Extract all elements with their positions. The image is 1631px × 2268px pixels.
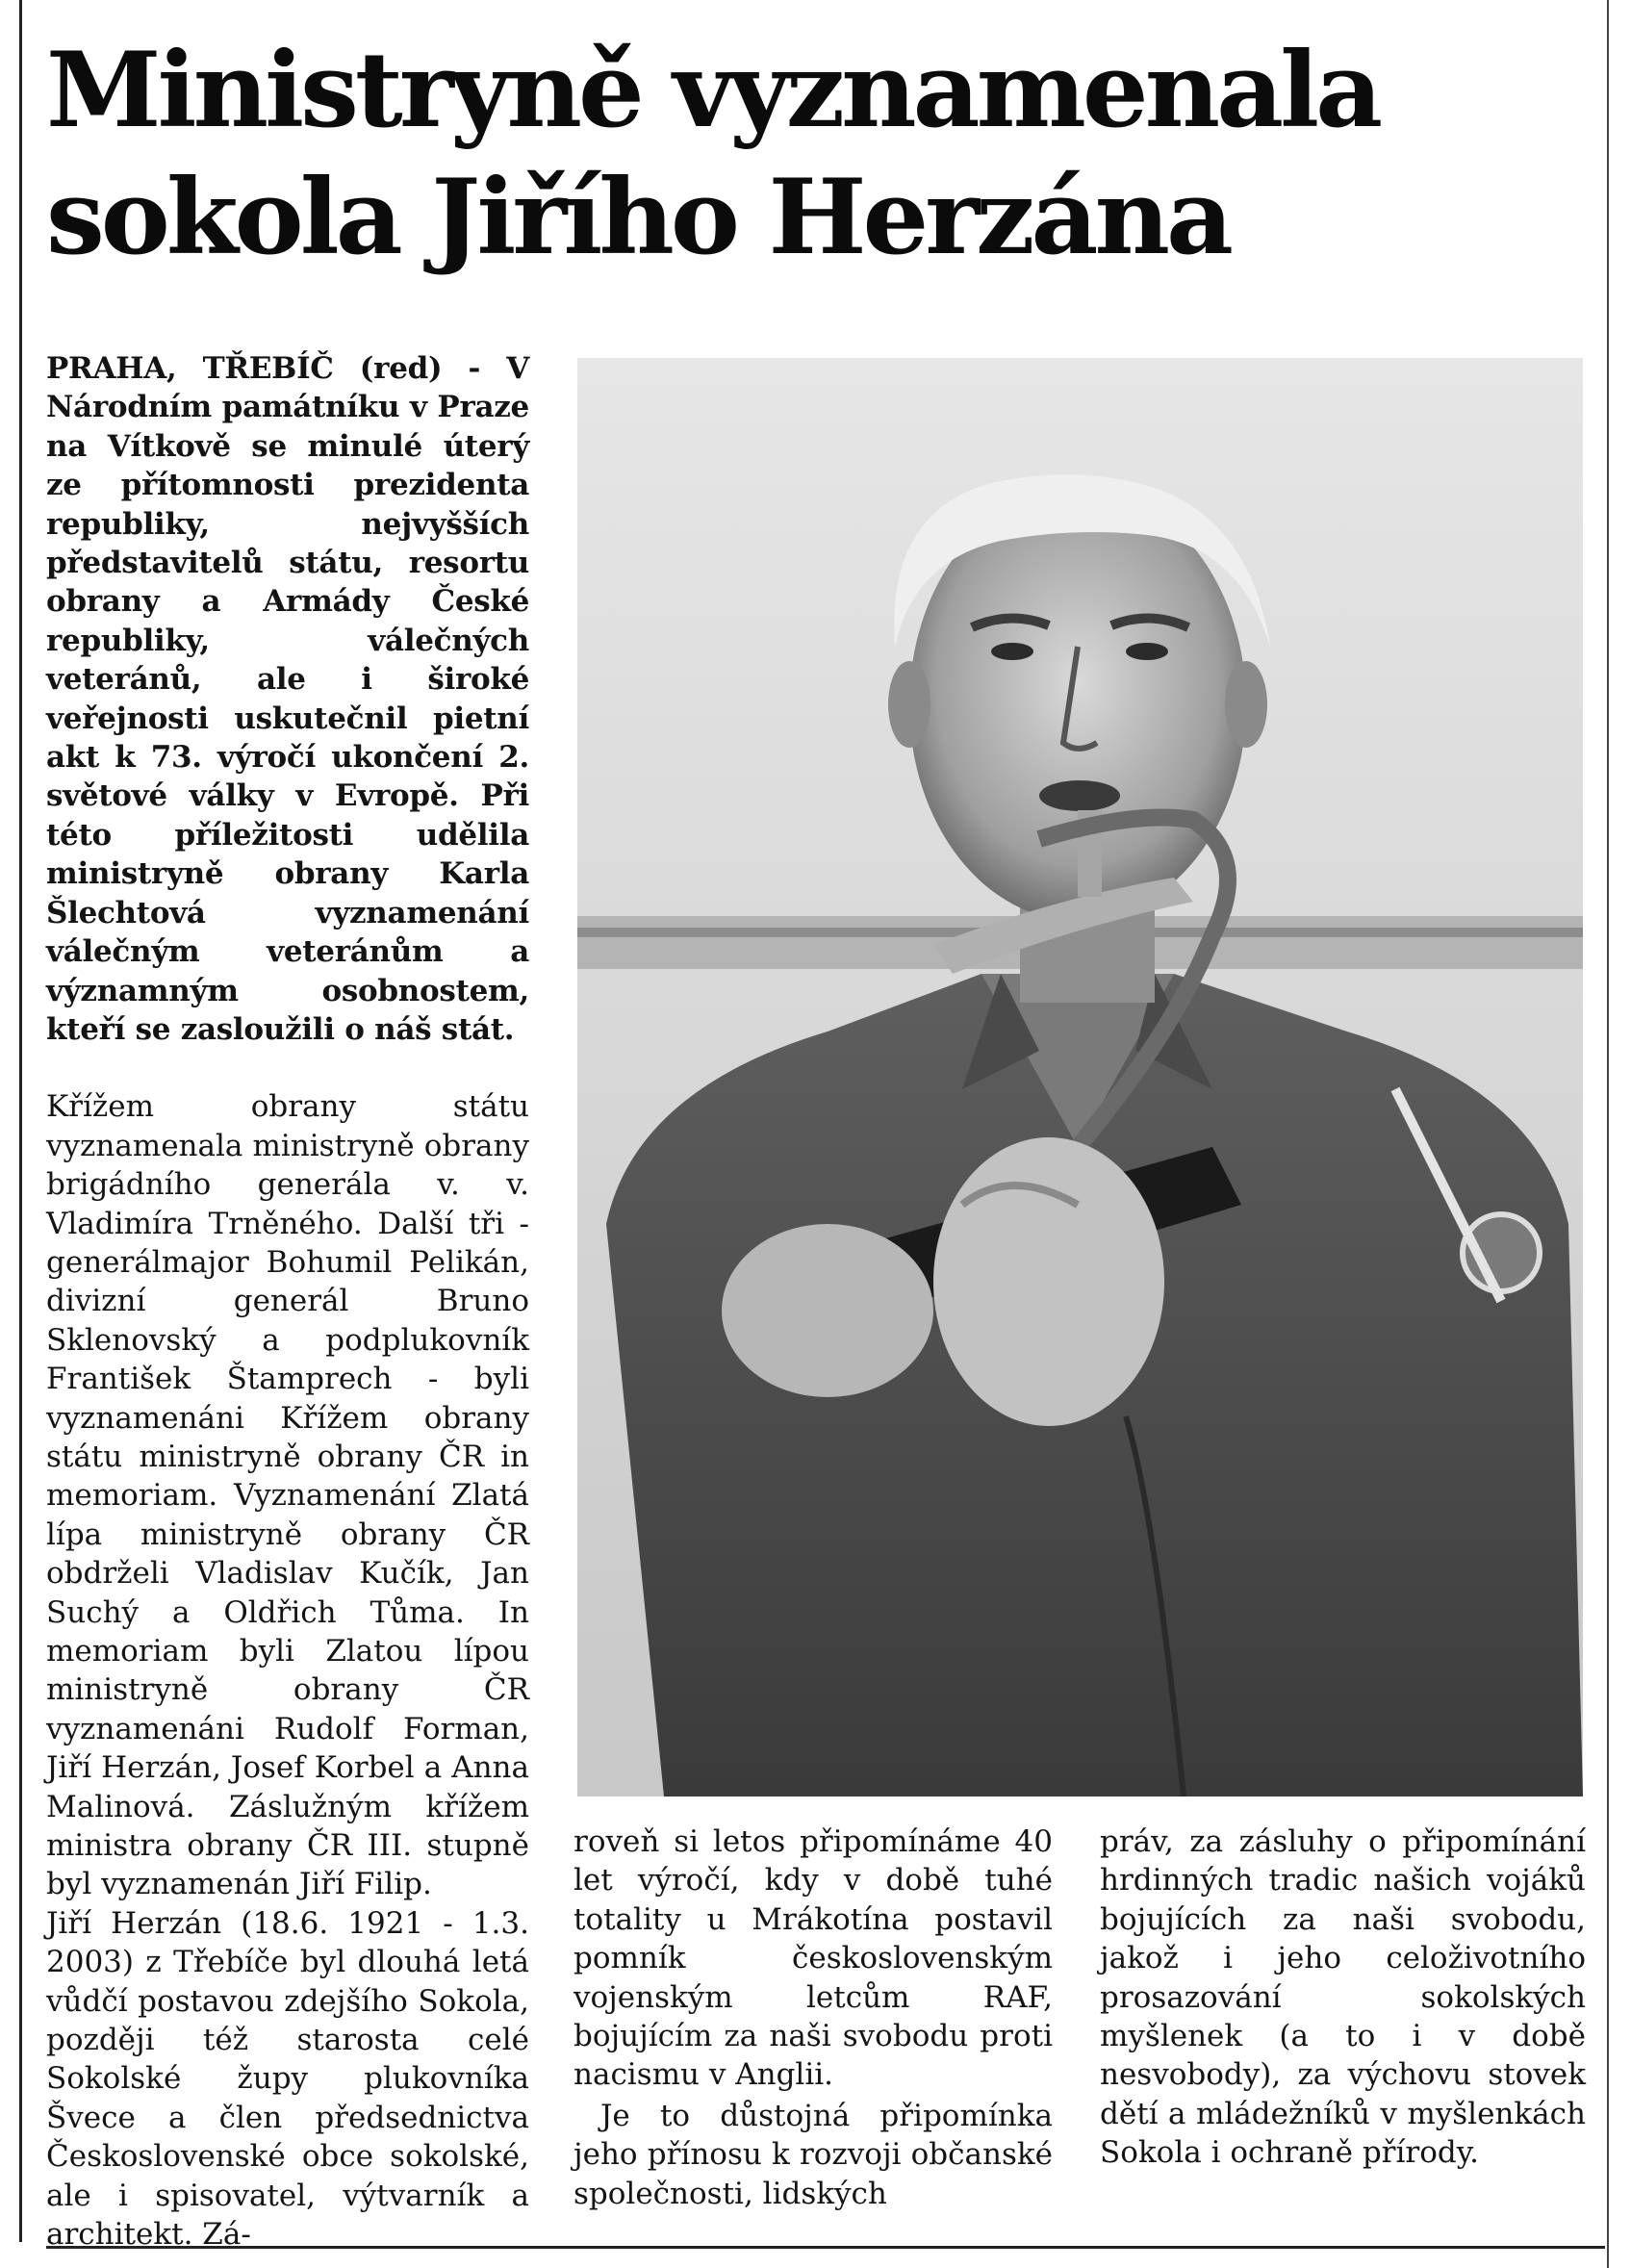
photo-portrait-illustration (577, 358, 1583, 1797)
article-headline (46, 27, 1595, 281)
article-dateline: PRAHA, TŘEBÍČ (red) - (46, 351, 507, 386)
article-lead-paragraph (46, 349, 529, 1049)
article-body-paragraph-2-part-2: roveň si letos připomínáme 40 let výročí, kdy v době tuhé totality u Mrákotína postavil pomník československým vojenským letcům RAF, bojujícím za naši svobodu proti nacismu v Anglii. (573, 1824, 1053, 2093)
page-frame-right-rule (1607, 0, 1609, 2268)
page-frame-left-rule (19, 0, 22, 2242)
article-body-paragraph-3-part-1: Je to důstojná připomínka jeho přínosu k rozvoji občanské společnosti, lidských (573, 2098, 1053, 2211)
article-body-paragraph-1: Křížem obrany státu vyznamenala ministryně obrany brigádního generála v. v. Vladimíra Trněného. Další tři - generálmajor Bohumil Pelikán, divizní generál Bruno Sklenovský a podplukovník František Štamprech - byli vyznamenáni Křížem obrany státu ministryně obrany ČR in memoriam. Vyznamenání Zlatá lípa ministryně obrany ČR obdrželi Vladislav Kučík, Jan Suchý a Oldřich Tůma. In memoriam byli Zlatou lípou ministryně obrany ČR vyznamenáni Rudolf Forman, Jiří Herzán, Josef Korbel a Anna Malinová. Záslužným křížem ministra obrany ČR III. stupně byl vyznamenán Jiří Filip. (46, 1089, 529, 1902)
article-column-2 (573, 1822, 1053, 2213)
article-photo (577, 358, 1583, 1797)
article-body-paragraph-2-part-1: Jiří Herzán (18.6. 1921 - 1.3. 2003) z Třebíče byl dlouhá letá vůdčí postavou zdejšího Sokola, později též starosta celé Sokolské župy plukovníka Švece a člen předsednictva Československé obce sokolské, ale i spisovatel, výtvarník a architekt. Zá- (46, 1905, 529, 2253)
article-body-paragraph-3-part-2: práv, za zásluhy o připomínání hrdinných tradic našich vojáků bojujících za naši svobodu, jakož i jeho celoživotního prosazování sokolských myšlenek (a to i v době nesvobody), za výchovu stovek dětí a mládežníků v myšlenkách Sokola i ochraně přírody. (1100, 1824, 1586, 2171)
article-column-1 (46, 349, 529, 2255)
article-column-3 (1100, 1822, 1586, 2173)
headline-line-2: sokola Jiřího Herzána (46, 157, 1230, 278)
headline-line-1: Ministryně vyznamenala (46, 30, 1380, 151)
article-lead-text: V Národním památníku v Praze na Vítkově se minulé úterý ze přítomnosti prezidenta republiky, nejvyšších představitelů státu, resortu obrany a Armády České republiky, válečných veteránů, ale i široké veřejnosti uskutečnil pietní akt k 73. výročí ukončení 2. světové války v Evropě. Při této příležitosti udělila ministryně obrany Karla Šlechtová vyznamenání válečným veteránům a významným osobnostem, kteří se zasloužili o náš stát. (46, 351, 529, 1047)
